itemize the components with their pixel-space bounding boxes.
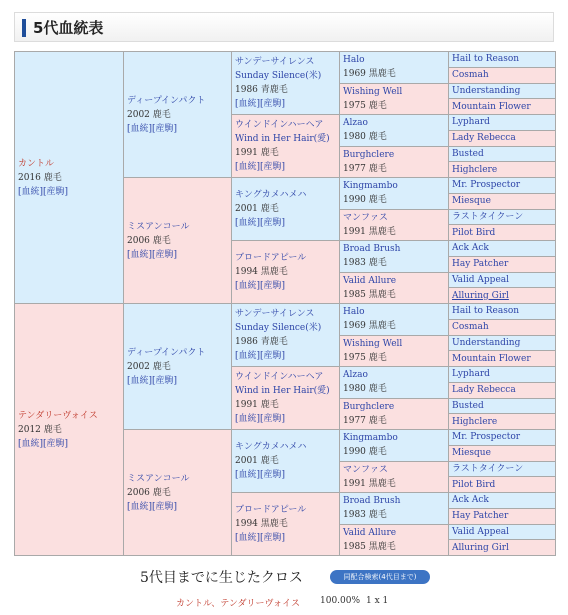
- offspring-link[interactable]: [産駒]: [260, 414, 286, 424]
- gen5-cell: [449, 115, 556, 131]
- offspring-link[interactable]: [産駒]: [260, 281, 286, 291]
- gen3-cell: [232, 52, 340, 115]
- gen3-cell: [232, 178, 340, 241]
- gen4-info: 1991 黒鹿毛: [343, 226, 396, 237]
- gen4-info: 1969 黒鹿毛: [343, 69, 396, 80]
- gen3-info: 1994 黒鹿毛: [235, 519, 288, 529]
- gen1-sire-info: 2016 鹿毛: [18, 172, 62, 183]
- offspring-link[interactable]: [産駒]: [260, 351, 286, 361]
- gen4-name[interactable]: Broad Brush: [343, 496, 401, 507]
- gen5-name[interactable]: Busted: [452, 148, 484, 159]
- gen4-name[interactable]: Halo: [343, 55, 365, 66]
- gen4-info: 1983 鹿毛: [343, 510, 387, 521]
- gen5-cell: [449, 272, 556, 288]
- pedigree-link[interactable]: [血統]: [235, 533, 261, 543]
- gen2-cell: [124, 52, 232, 178]
- gen4-info: 1983 鹿毛: [343, 258, 387, 269]
- offspring-link[interactable]: [産駒]: [43, 438, 69, 449]
- gen5-name[interactable]: ラストタイクーン: [452, 211, 524, 222]
- gen5-cell: [449, 493, 556, 509]
- cross-count: 1 x 1: [366, 596, 389, 606]
- gen4-name[interactable]: Valid Allure: [343, 275, 397, 286]
- gen5-name[interactable]: Hail to Reason: [452, 306, 520, 317]
- gen5-name[interactable]: Understanding: [452, 337, 521, 348]
- gen5-name[interactable]: Mr. Prospector: [452, 432, 521, 443]
- gen5-name[interactable]: Ack Ack: [452, 243, 489, 254]
- pedigree-link[interactable]: [血統]: [235, 99, 261, 109]
- gen2-name[interactable]: ミスアンコール: [127, 473, 190, 484]
- gen3-name-en[interactable]: Sunday Silence(米): [235, 323, 322, 333]
- gen3-name[interactable]: キングカメハメハ: [235, 442, 307, 452]
- gen5-cell: [449, 319, 556, 335]
- pedigree-table: [14, 51, 556, 556]
- gen5-name[interactable]: Miesque: [452, 196, 491, 207]
- gen4-cell: [340, 178, 449, 210]
- gen3-info: 1991 鹿毛: [235, 400, 279, 410]
- gen1-dam-info: 2012 鹿毛: [18, 424, 62, 435]
- gen5-cell: [449, 414, 556, 430]
- gen5-name[interactable]: Hay Patcher: [452, 511, 509, 522]
- gen4-info: 1969 黒鹿毛: [343, 321, 396, 332]
- gen4-info: 1977 鹿毛: [343, 415, 387, 426]
- gen4-cell: [340, 146, 449, 178]
- gen5-cell: [449, 67, 556, 83]
- gen5-name[interactable]: Pilot Bird: [452, 479, 496, 490]
- gen5-name[interactable]: Hay Patcher: [452, 259, 509, 270]
- gen4-cell: [340, 430, 449, 462]
- gen5-cell: [449, 99, 556, 115]
- gen4-name[interactable]: マンファス: [343, 212, 388, 223]
- gen4-name[interactable]: Kingmambo: [343, 433, 398, 444]
- gen3-info: 1986 青鹿毛: [235, 337, 288, 347]
- gen5-name[interactable]: Alluring Girl: [452, 290, 509, 301]
- gen4-info: 1977 鹿毛: [343, 163, 387, 174]
- gen5-name[interactable]: Valid Appeal: [452, 526, 510, 537]
- pedigree-link[interactable]: [血統]: [235, 351, 261, 361]
- gen1-sire-name[interactable]: カントル: [18, 158, 55, 169]
- gen5-name[interactable]: Hail to Reason: [452, 54, 520, 65]
- gen5-name[interactable]: Cosmah: [452, 322, 489, 333]
- offspring-link[interactable]: [産駒]: [152, 375, 178, 386]
- gen5-cell: [449, 445, 556, 461]
- gen5-cell: [449, 256, 556, 272]
- gen3-name[interactable]: ブロードアピール: [235, 253, 307, 263]
- gen5-name[interactable]: Highclere: [452, 164, 498, 175]
- gen4-name[interactable]: Alzao: [343, 118, 368, 129]
- gen4-info: 1985 黒鹿毛: [343, 541, 396, 552]
- gen3-cell: [232, 115, 340, 178]
- offspring-link[interactable]: [産駒]: [260, 470, 286, 480]
- gen4-cell: [340, 241, 449, 273]
- gen5-name[interactable]: Alluring Girl: [452, 542, 509, 553]
- page-title: 5代血統表: [33, 19, 104, 37]
- cross-names[interactable]: カントル、テンダリーヴォイス: [176, 599, 301, 609]
- gen5-cell: [449, 367, 556, 383]
- offspring-link[interactable]: [産駒]: [260, 162, 286, 172]
- gen5-name[interactable]: Ack Ack: [452, 495, 489, 506]
- gen4-info: 1980 鹿毛: [343, 384, 387, 395]
- gen5-cell: [449, 52, 556, 68]
- gen5-name[interactable]: Mountain Flower: [452, 353, 531, 364]
- gen5-name[interactable]: Lyphard: [452, 117, 490, 128]
- gen4-name[interactable]: Wishing Well: [343, 338, 403, 349]
- gen5-cell: [449, 209, 556, 225]
- offspring-link[interactable]: [産駒]: [260, 99, 286, 109]
- offspring-link[interactable]: [産駒]: [152, 501, 178, 512]
- gen5-cell: [449, 540, 556, 556]
- offspring-link[interactable]: [産駒]: [260, 533, 286, 543]
- gen4-cell: [340, 272, 449, 304]
- gen5-name[interactable]: Busted: [452, 400, 484, 411]
- gen2-info: 2006 鹿毛: [127, 487, 171, 498]
- gen5-cell: [449, 130, 556, 146]
- pedigree-link[interactable]: [血統]: [235, 281, 261, 291]
- gen3-cell: [232, 493, 340, 556]
- gen5-cell: [449, 461, 556, 477]
- gen5-cell: [449, 335, 556, 351]
- gen5-cell: [449, 382, 556, 398]
- gen4-info: 1991 黒鹿毛: [343, 478, 396, 489]
- pedigree-link[interactable]: [血統]: [235, 470, 261, 480]
- gen3-name[interactable]: サンデーサイレンス: [235, 309, 315, 319]
- pedigree-link[interactable]: [血統]: [18, 186, 44, 197]
- gen4-name[interactable]: Alzao: [343, 370, 368, 381]
- gen4-name[interactable]: Valid Allure: [343, 527, 397, 538]
- gen4-cell: [340, 115, 449, 147]
- gen5-cell: [449, 83, 556, 99]
- gen2-cell: [124, 430, 232, 556]
- gen3-info: 2001 鹿毛: [235, 456, 279, 466]
- gen5-name[interactable]: Pilot Bird: [452, 227, 496, 238]
- gen2-info: 2002 鹿毛: [127, 361, 171, 372]
- gen3-name[interactable]: ブロードアピール: [235, 505, 307, 515]
- offspring-link[interactable]: [産駒]: [152, 249, 178, 260]
- gen5-cell: [449, 524, 556, 540]
- gen5-cell: [449, 351, 556, 367]
- gen2-name[interactable]: ディープインパクト: [127, 347, 206, 358]
- gen2-info: 2006 鹿毛: [127, 235, 171, 246]
- gen4-info: 1975 鹿毛: [343, 352, 387, 363]
- gen5-name[interactable]: Lady Rebecca: [452, 385, 516, 396]
- cross-title: 5代目までに生じたクロス: [140, 570, 303, 586]
- gen4-name[interactable]: Wishing Well: [343, 86, 403, 97]
- gen4-cell: [340, 304, 449, 336]
- gen4-cell: [340, 335, 449, 367]
- gen5-cell: [449, 477, 556, 493]
- gen4-name[interactable]: Burghclere: [343, 401, 395, 412]
- gen4-cell: [340, 524, 449, 556]
- gen1-dam-cell: [15, 304, 124, 556]
- gen5-cell: [449, 508, 556, 524]
- pedigree-link[interactable]: [血統]: [127, 249, 153, 260]
- header-accent-bar: [22, 19, 26, 37]
- gen3-info: 1991 鹿毛: [235, 148, 279, 158]
- gen4-name[interactable]: Broad Brush: [343, 244, 401, 255]
- gen5-cell: [449, 178, 556, 194]
- gen5-cell: [449, 146, 556, 162]
- section-header: [14, 12, 554, 42]
- gen5-name[interactable]: Miesque: [452, 448, 491, 459]
- gen3-name[interactable]: サンデーサイレンス: [235, 57, 315, 67]
- gen4-info: 1990 鹿毛: [343, 195, 387, 206]
- pedigree-link[interactable]: [血統]: [235, 414, 261, 424]
- gen4-cell: [340, 83, 449, 115]
- gen3-cell: [232, 367, 340, 430]
- gen5-name[interactable]: Cosmah: [452, 70, 489, 81]
- gen3-cell: [232, 241, 340, 304]
- gen5-cell: [449, 304, 556, 320]
- gen4-cell: [340, 461, 449, 493]
- offspring-link[interactable]: [産駒]: [152, 123, 178, 134]
- gen4-name[interactable]: Halo: [343, 307, 365, 318]
- gen1-dam-name[interactable]: テンダリーヴォイス: [18, 410, 98, 421]
- gen4-name[interactable]: Kingmambo: [343, 181, 398, 192]
- gen2-info: 2002 鹿毛: [127, 109, 171, 120]
- gen3-name[interactable]: キングカメハメハ: [235, 190, 307, 200]
- gen5-cell: [449, 225, 556, 241]
- cross-row: [0, 596, 568, 610]
- gen5-cell: [449, 430, 556, 446]
- gen5-name[interactable]: Understanding: [452, 85, 521, 96]
- gen5-cell: [449, 162, 556, 178]
- gen3-cell: [232, 304, 340, 367]
- cross-section: [0, 567, 568, 587]
- same-mating-search-button[interactable]: 同配合検索(4代目まで): [330, 570, 430, 584]
- gen5-cell: [449, 398, 556, 414]
- gen3-name-en[interactable]: Wind in Her Hair(愛): [235, 386, 330, 396]
- gen4-cell: [340, 52, 449, 84]
- gen4-info: 1985 黒鹿毛: [343, 289, 396, 300]
- gen2-name[interactable]: ディープインパクト: [127, 95, 206, 106]
- pedigree-link[interactable]: [血統]: [127, 123, 153, 134]
- gen3-name-en[interactable]: Wind in Her Hair(愛): [235, 134, 330, 144]
- gen4-name[interactable]: Burghclere: [343, 149, 395, 160]
- gen3-name-en[interactable]: Sunday Silence(米): [235, 71, 322, 81]
- gen2-cell: [124, 304, 232, 430]
- gen4-info: 1975 鹿毛: [343, 100, 387, 111]
- gen3-info: 1994 黒鹿毛: [235, 267, 288, 277]
- gen2-name[interactable]: ミスアンコール: [127, 221, 190, 232]
- gen3-info: 1986 青鹿毛: [235, 85, 288, 95]
- gen4-cell: [340, 493, 449, 525]
- gen4-info: 1990 鹿毛: [343, 447, 387, 458]
- gen4-name[interactable]: マンファス: [343, 464, 388, 475]
- gen3-name[interactable]: ウインドインハーヘア: [235, 372, 324, 382]
- gen5-name[interactable]: Mountain Flower: [452, 101, 531, 112]
- gen3-cell: [232, 430, 340, 493]
- pedigree-link[interactable]: [血統]: [18, 438, 44, 449]
- offspring-link[interactable]: [産駒]: [43, 186, 69, 197]
- gen4-cell: [340, 367, 449, 399]
- gen5-name[interactable]: Valid Appeal: [452, 274, 510, 285]
- gen5-cell: [449, 241, 556, 257]
- gen3-name[interactable]: ウインドインハーヘア: [235, 120, 324, 130]
- pedigree-link[interactable]: [血統]: [127, 375, 153, 386]
- gen3-info: 2001 鹿毛: [235, 204, 279, 214]
- gen5-name[interactable]: Mr. Prospector: [452, 180, 521, 191]
- gen5-name[interactable]: Lady Rebecca: [452, 133, 516, 144]
- gen5-name[interactable]: ラストタイクーン: [452, 463, 524, 474]
- cross-percent: 100.00%: [320, 596, 361, 606]
- gen5-name[interactable]: Lyphard: [452, 369, 490, 380]
- pedigree-link[interactable]: [血統]: [235, 162, 261, 172]
- offspring-link[interactable]: [産駒]: [260, 218, 286, 228]
- pedigree-link[interactable]: [血統]: [235, 218, 261, 228]
- gen1-sire-cell: [15, 52, 124, 304]
- pedigree-link[interactable]: [血統]: [127, 501, 153, 512]
- gen5-name[interactable]: Highclere: [452, 416, 498, 427]
- gen4-info: 1980 鹿毛: [343, 132, 387, 143]
- gen4-cell: [340, 398, 449, 430]
- gen2-cell: [124, 178, 232, 304]
- gen5-cell: [449, 193, 556, 209]
- gen5-cell: [449, 288, 556, 304]
- gen4-cell: [340, 209, 449, 241]
